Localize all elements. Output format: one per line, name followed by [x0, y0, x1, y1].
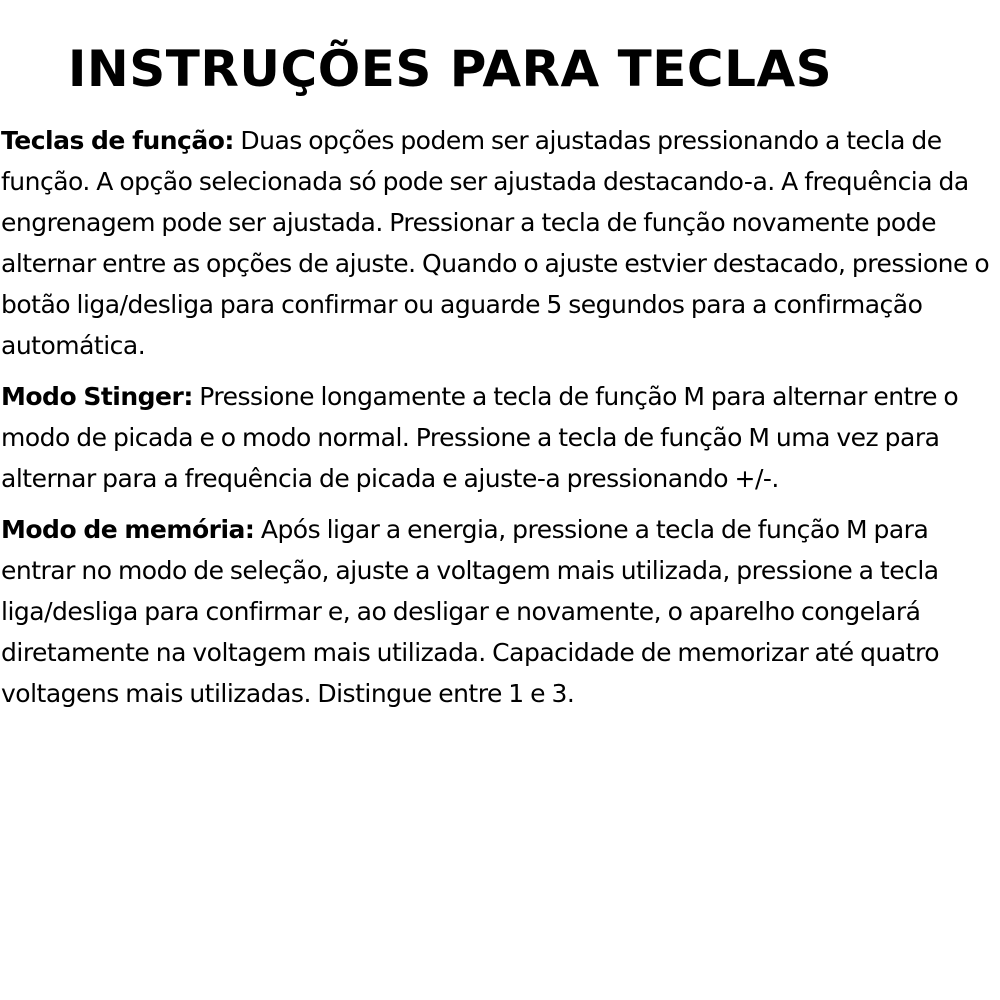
section-text: Pressione longamente a tecla de função M para alternar entre o modo de picada e o modo normal. Pressione a tecla de função M uma vez para alternar para a frequência de picada e ajuste-a pressionando +/-. — [1, 382, 959, 493]
section-heading: Modo de memória: — [1, 515, 255, 544]
page-title: INSTRUÇÕES PARA TECLAS — [67, 40, 833, 98]
instructions-body — [1, 120, 997, 724]
section-heading: Modo Stinger: — [1, 382, 193, 411]
section-memory-mode — [1, 509, 997, 714]
section-heading: Teclas de função: — [1, 126, 234, 155]
section-function-keys — [1, 120, 997, 366]
section-stinger-mode — [1, 376, 997, 499]
section-text: Duas opções podem ser ajustadas pressionando a tecla de função. A opção selecionada só pode ser ajustada destacando-a. A frequência da engrenagem pode ser ajustada. Pressionar a tecla de função novamente pode alternar entre as opções de ajuste. Quando o ajuste estvier destacado, pressione o botão liga/desliga para confirmar ou aguarde 5 segundos para a confirmação automática. — [1, 126, 990, 360]
section-text: Após ligar a energia, pressione a tecla de função M para entrar no modo de seleção, ajuste a voltagem mais utilizada, pressione a tecla liga/desliga para confirmar e, ao desligar e novamente, o aparelho congelará diretamente na voltagem mais utilizada. Capacidade de memorizar até quatro voltagens mais utilizadas. Distingue entre 1 e 3. — [1, 515, 939, 708]
